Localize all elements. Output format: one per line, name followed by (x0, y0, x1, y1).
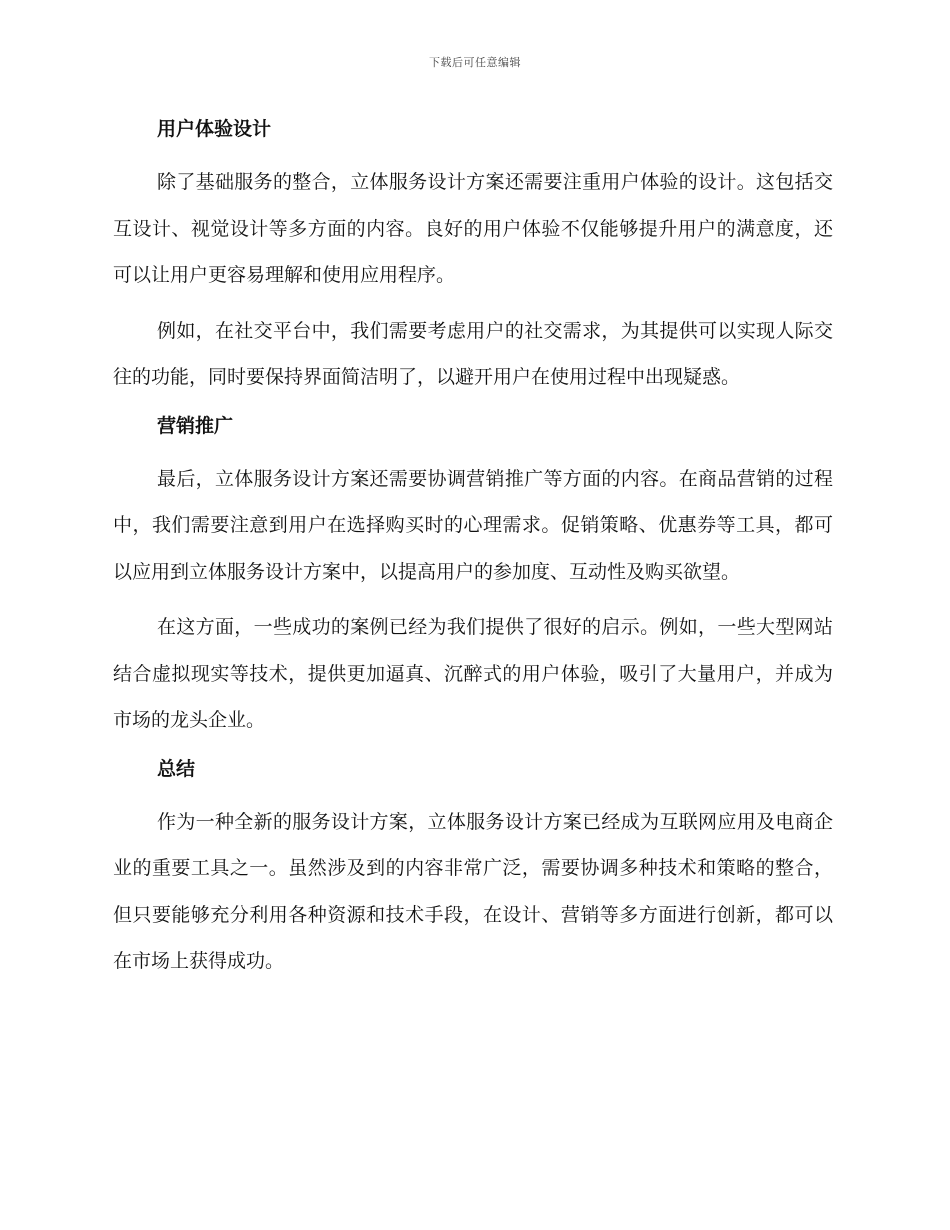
paragraph: 作为一种全新的服务设计方案，立体服务设计方案已经成为互联网应用及电商企业的重要工具之一。虽然涉及到的内容非常广泛，需要协调多种技术和策略的整合，但只要能够充分利用各种资源和技术手段，在设计、营销等多方面进行创新，都可以在市场上获得成功。 (113, 810, 833, 972)
section-summary (113, 753, 833, 985)
document-body (113, 113, 833, 994)
paragraph: 最后，立体服务设计方案还需要协调营销推广等方面的内容。在商品营销的过程中，我们需要注意到用户在选择购买时的心理需求。促销策略、优惠券等工具，都可以应用到立体服务设计方案中，以提高用户的参加度、互动性及购买欲望。 (113, 467, 833, 583)
paragraph: 例如，在社交平台中，我们需要考虑用户的社交需求，为其提供可以实现人际交往的功能，同时要保持界面简洁明了，以避开用户在使用过程中出现疑惑。 (113, 319, 833, 388)
section-heading: 营销推广 (157, 414, 234, 437)
page-header: 下载后可任意编辑 (429, 56, 521, 69)
section-marketing (113, 410, 833, 744)
section-heading: 总结 (157, 757, 196, 780)
section-user-experience (113, 113, 833, 401)
section-heading: 用户体验设计 (157, 118, 272, 140)
paragraph: 在这方面，一些成功的案例已经为我们提供了很好的启示。例如，一些大型网站结合虚拟现实等技术，提供更加逼真、沉醉式的用户体验，吸引了大量用户，并成为市场的龙头企业。 (113, 616, 833, 731)
paragraph: 除了基础服务的整合，立体服务设计方案还需要注重用户体验的设计。这包括交互设计、视觉设计等多方面的内容。良好的用户体验不仅能够提升用户的满意度，还可以让用户更容易理解和使用应用程序。 (113, 171, 833, 286)
